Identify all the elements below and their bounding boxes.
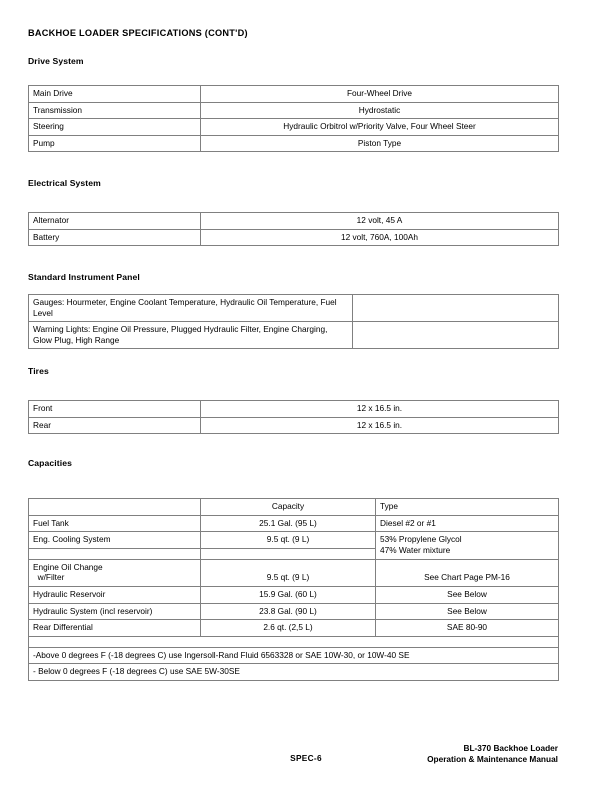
row-value: Piston Type [201,135,559,152]
table-row [29,515,559,532]
row-item: Fuel Tank [29,515,201,532]
table-row [29,620,559,637]
row-type [376,532,559,560]
row-item-line-1: Engine Oil Change [33,561,103,572]
section-heading-standard-instrument-panel: Standard Instrument Panel [28,272,140,282]
row-type: See Below [376,603,559,620]
section-heading-electrical-system: Electrical System [28,178,101,188]
table-row [29,636,559,647]
page-title: BACKHOE LOADER SPECIFICATIONS (CONT'D) [28,28,248,38]
row-type: SAE 80-90 [376,620,559,637]
row-type: Diesel #2 or #1 [376,515,559,532]
row-value: 12 x 16.5 in. [201,401,559,418]
section-heading-drive-system: Drive System [28,56,84,66]
row-value: Four-Wheel Drive [201,86,559,103]
column-header-type: Type [376,499,559,516]
table-row [29,417,559,434]
row-label: Main Drive [29,86,201,103]
row-label: Warning Lights: Engine Oil Pressure, Plugged Hydraulic Filter, Engine Charging, Glow Plug, High Range [29,322,353,349]
row-item [29,559,201,586]
row-capacity: 9.5 qt. (9 L) [201,559,376,586]
table-row [29,532,559,549]
footer-model-line: BL-370 Backhoe Loader [463,743,558,753]
row-label: Pump [29,135,201,152]
footer-manual-info [427,743,558,765]
table-row [29,119,559,136]
row-label: Gauges: Hourmeter, Engine Coolant Temperature, Hydraulic Oil Temperature, Fuel Level [29,295,353,322]
row-value: 12 x 16.5 in. [201,417,559,434]
row-item: Rear Differential [29,620,201,637]
table-row [29,587,559,604]
row-label: Battery [29,229,201,246]
row-type-line-1: 53% Propylene Glycol [380,534,462,545]
row-label: Transmission [29,102,201,119]
tires-table [28,400,559,434]
row-item [29,548,201,559]
table-header-row [29,499,559,516]
row-item: Hydraulic Reservoir [29,587,201,604]
row-item: Eng. Cooling System [29,532,201,549]
row-item: Hydraulic System (incl reservoir) [29,603,201,620]
electrical-system-table [28,212,559,246]
table-row [29,213,559,230]
table-row [29,647,559,664]
row-value: Hydraulic Orbitrol w/Priority Valve, Four Wheel Steer [201,119,559,136]
row-value [353,295,559,322]
table-row [29,135,559,152]
row-item-line-2: w/Filter [33,572,65,583]
row-type: See Chart Page PM-16 [376,559,559,586]
row-capacity: 15.9 Gal. (60 L) [201,587,376,604]
standard-instrument-panel-table [28,294,559,349]
column-header-item [29,499,201,516]
row-label: Rear [29,417,201,434]
row-capacity: 25.1 Gal. (95 L) [201,515,376,532]
table-row [29,102,559,119]
row-type: See Below [376,587,559,604]
table-row [29,603,559,620]
table-row [29,322,559,349]
drive-system-table [28,85,559,152]
table-row [29,229,559,246]
capacities-note: - Below 0 degrees F (-18 degrees C) use SAE 5W-30SE [29,664,559,681]
row-capacity: 23.8 Gal. (90 L) [201,603,376,620]
row-label: Alternator [29,213,201,230]
table-row [29,664,559,681]
section-heading-tires: Tires [28,366,49,376]
footer-manual-line: Operation & Maintenance Manual [427,754,558,765]
table-row [29,295,559,322]
row-capacity [201,548,376,559]
row-value: 12 volt, 760A, 100Ah [201,229,559,246]
footer-page-number: SPEC-6 [290,753,322,763]
row-value: 12 volt, 45 A [201,213,559,230]
row-capacity: 9.5 qt. (9 L) [201,532,376,549]
section-heading-capacities: Capacities [28,458,72,468]
table-row [29,86,559,103]
table-row [29,401,559,418]
row-value: Hydrostatic [201,102,559,119]
row-type-line-2: 47% Water mixture [380,544,451,555]
row-label: Front [29,401,201,418]
capacities-table [28,498,559,681]
row-capacity: 2.6 qt. (2,5 L) [201,620,376,637]
table-row [29,559,559,586]
spacer-cell [29,636,559,647]
capacities-note: -Above 0 degrees F (-18 degrees C) use Ingersoll-Rand Fluid 6563328 or SAE 10W-30, or 10W-40 SE [29,647,559,664]
row-value [353,322,559,349]
row-label: Steering [29,119,201,136]
column-header-capacity: Capacity [201,499,376,516]
